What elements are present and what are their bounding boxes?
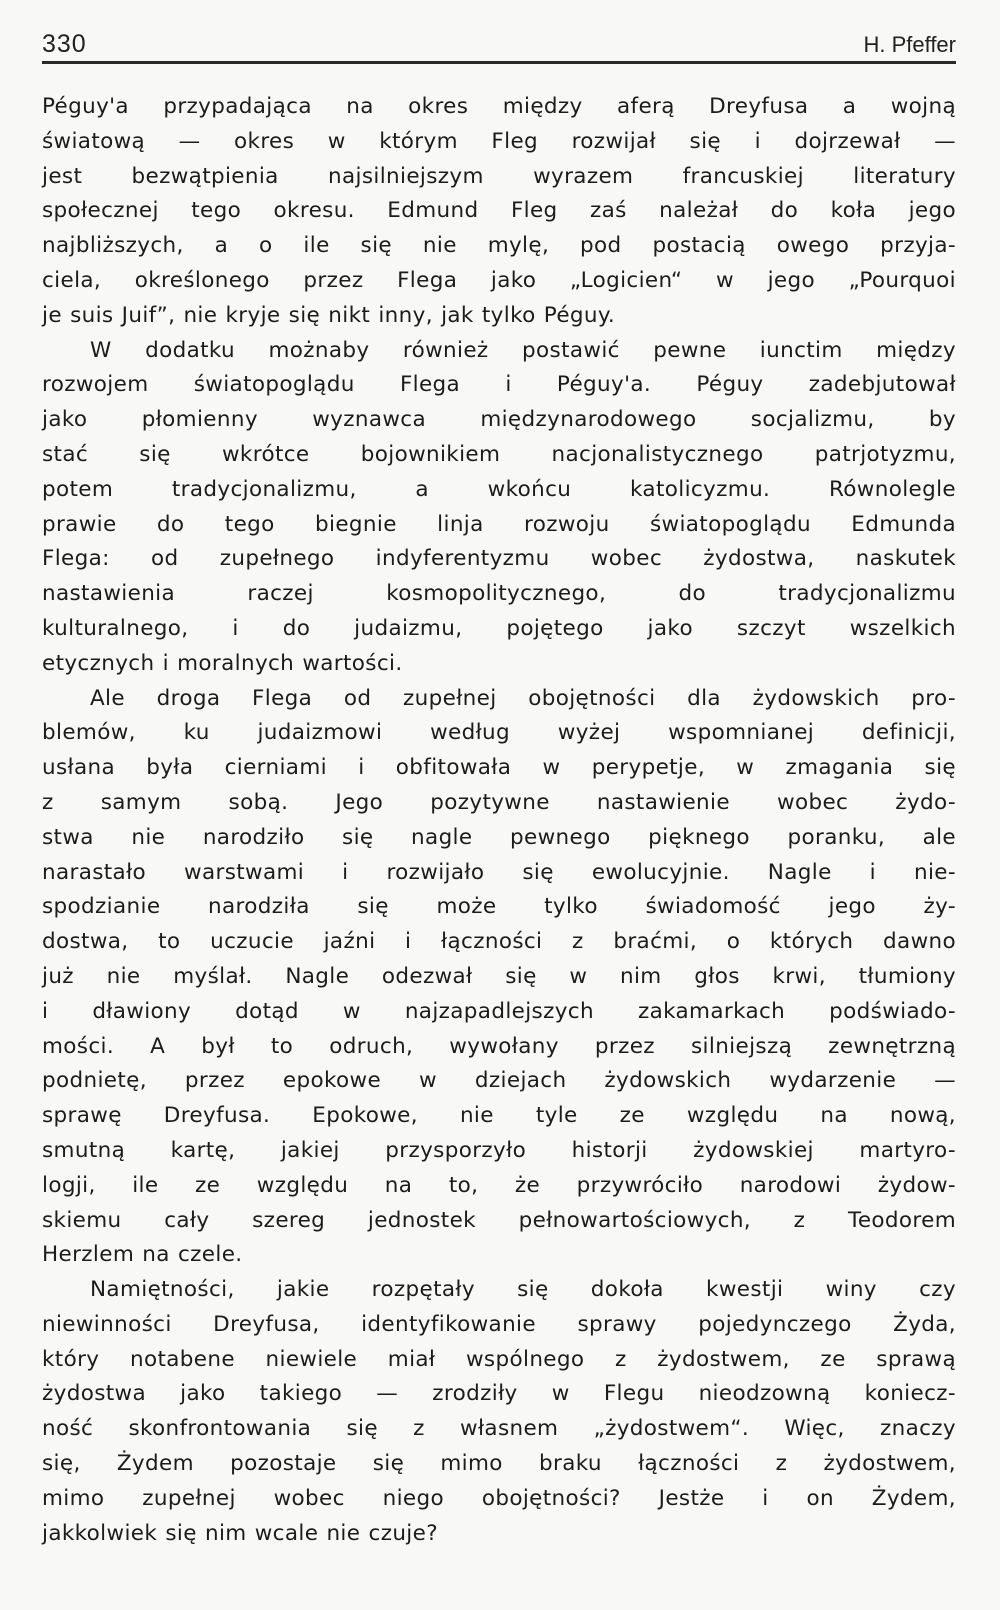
text-line: potem tradycjonalizmu, a wkońcu katolicyzmu. Równolegle [42,476,956,502]
text-line: stwa nie narodziło się nagle pewnego pięknego poranku, ale [42,824,956,850]
page-number: 330 [42,30,87,58]
text-line: rozwojem światopoglądu Flega i Péguy'a. Péguy zadebjutował [42,372,956,398]
text-line: spodzianie narodziła się może tylko świadomość jego ży- [42,894,956,920]
text-line: społecznej tego okresu. Edmund Fleg zaś należał do koła jego [42,198,956,224]
text-line: światową — okres w którym Fleg rozwijał się i dojrzewał — [42,128,956,154]
text-line: niewinności Dreyfusa, identyfikowanie sprawy pojedynczego Żyda, [42,1311,956,1337]
body-text [42,90,956,1551]
page-header [42,24,956,64]
text-line: żydostwa jako takiego — zrodziły w Flegu nieodzowną koniecz- [42,1381,956,1407]
text-line: stać się wkrótce bojownikiem nacjonalistycznego patrjotyzmu, [42,441,956,467]
text-line: sprawę Dreyfusa. Epokowe, nie tyle ze względu na nową, [42,1103,956,1129]
text-line: blemów, ku judaizmowi według wyżej wspomnianej definicji, [42,720,956,746]
text-line: Ale droga Flega od zupełnej obojętności dla żydowskich pro- [90,685,956,711]
text-line: jest bezwątpienia najsilniejszym wyrazem francuskiej literatury [42,163,956,189]
text-line: ność skonfrontowania się z własnem „żydostwem“. Więc, znaczy [42,1416,956,1442]
text-line: Namiętności, jakie rozpętały się dokoła kwestji winy czy [90,1277,956,1303]
text-line: się, Żydem pozostaje się mimo braku łączności z żydostwem, [42,1451,956,1477]
text-line: Flega: od zupełnego indyferentyzmu wobec żydostwa, naskutek [42,546,956,572]
text-line: najbliższych, a o ile się nie mylę, pod postacią owego przyja- [42,233,956,259]
text-line: Péguy'a przypadająca na okres między aferą Dreyfusa a wojną [42,94,956,119]
text-line: etycznych i moralnych wartości. [42,650,403,676]
text-line: mości. A był to odruch, wywołany przez silniejszą zewnętrzną [42,1033,956,1059]
text-line: logji, ile ze względu na to, że przywróciło narodowi żydow- [42,1172,956,1198]
text-line: W dodatku możnaby również postawić pewne iunctim między [90,337,956,363]
text-line: nastawienia raczej kosmopolitycznego, do tradycjonalizmu [42,581,956,607]
text-line: smutną kartę, jakiej przysporzyło historji żydowskiej martyro- [42,1137,956,1163]
text-line: kulturalnego, i do judaizmu, pojętego jako szczyt wszelkich [42,615,956,641]
text-line: usłana była cierniami i obfitowała w perypetje, w zmagania się [42,755,956,781]
text-line: prawie do tego biegnie linja rozwoju światopoglądu Edmunda [42,511,956,537]
header-rule [42,61,956,64]
text-line: Herzlem na czele. [42,1242,243,1268]
text-line: z samym sobą. Jego pozytywne nastawienie wobec żydo- [42,789,956,815]
text-line: jako płomienny wyznawca międzynarodowego socjalizmu, by [42,407,956,433]
text-line: dostwa, to uczucie jaźni i łączności z braćmi, o których dawno [42,929,956,955]
text-line: ciela, określonego przez Flega jako „Logicien“ w jego „Pourquoi [42,267,956,293]
text-line: skiemu cały szereg jednostek pełnowartościowych, z Teodorem [42,1207,956,1233]
text-line: je suis Juif”, nie kryje się nikt inny, jak tylko Péguy. [42,302,616,328]
text-line: już nie myślał. Nagle odezwał się w nim głos krwi, tłumiony [42,963,956,989]
text-line: i dławiony dotąd w najzapadlejszych zakamarkach podświado- [42,998,956,1024]
text-line: narastało warstwami i rozwijało się ewolucyjnie. Nagle i nie- [42,859,956,885]
text-line: podnietę, przez epokowe w dziejach żydowskich wydarzenie — [42,1068,956,1094]
running-head: H. Pfeffer [863,32,956,57]
text-line: mimo zupełnej wobec niego obojętności? Jestże i on Żydem, [42,1485,956,1511]
text-line: który notabene niewiele miał wspólnego z żydostwem, ze sprawą [42,1346,956,1372]
text-line: jakkolwiek się nim wcale nie czuje? [42,1520,438,1546]
